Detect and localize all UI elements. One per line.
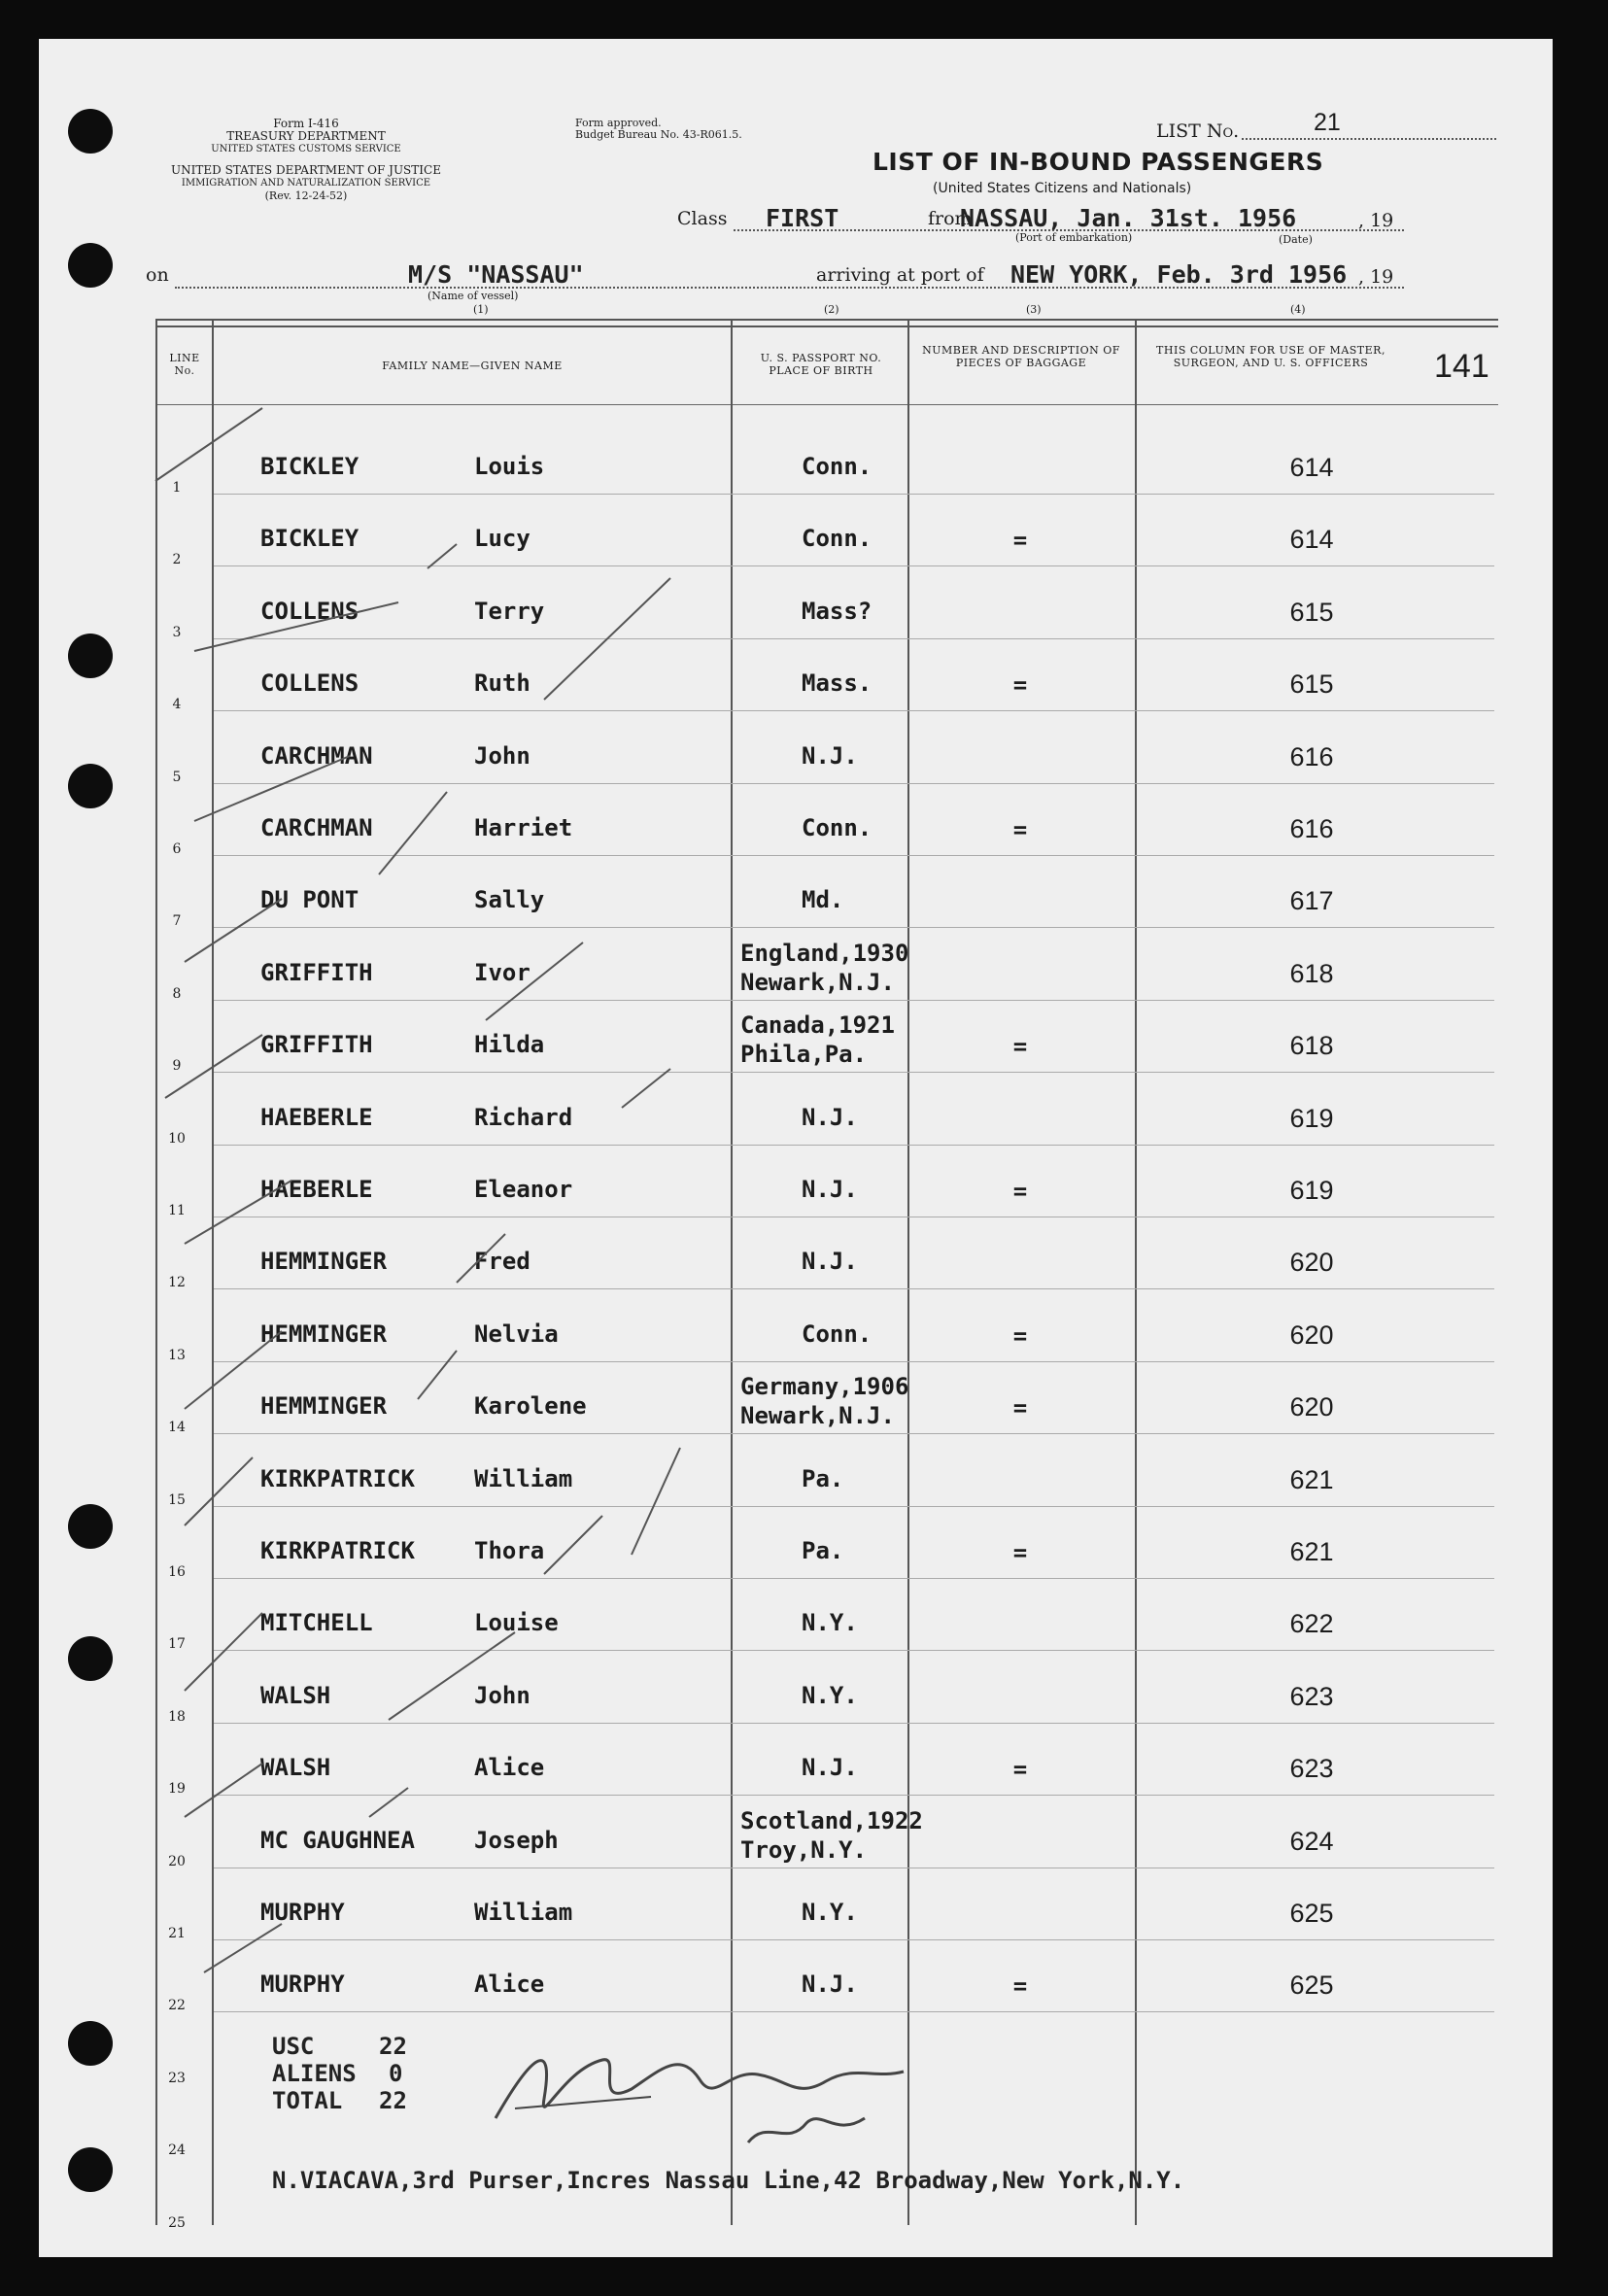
date-caption: (Date)	[1279, 233, 1313, 246]
line-number: 3	[172, 624, 182, 640]
family-name: MITCHELL	[260, 1609, 373, 1637]
port-caption: (Port of embarkation)	[1015, 231, 1133, 244]
line-number: 8	[172, 985, 182, 1002]
given-name: Fred	[474, 1248, 530, 1276]
place-of-birth: Md.	[802, 886, 844, 914]
customs-service: UNITED STATES CUSTOMS SERVICE	[211, 144, 401, 154]
col-head-passport: U. S. PASSPORT NO. PLACE OF BIRTH	[760, 352, 882, 377]
arrival-port-date: NEW YORK, Feb. 3rd 1956	[1010, 260, 1348, 289]
form-subtitle: (United States Citizens and Nationals)	[933, 181, 1192, 196]
list-number-value: 21	[1314, 109, 1341, 136]
revision-date: (Rev. 12-24-52)	[264, 189, 348, 202]
baggage-mark: =	[1012, 1394, 1028, 1422]
family-name: KIRKPATRICK	[260, 1464, 415, 1492]
given-name: Alice	[474, 1754, 545, 1782]
given-name: William	[474, 1899, 573, 1926]
usc-label: USC	[272, 2033, 315, 2060]
given-name: Harriet	[474, 814, 573, 841]
place-of-birth: N.J.	[802, 1176, 858, 1203]
form-number: Form I-416	[273, 117, 339, 130]
caption-3: (3)	[1026, 303, 1042, 316]
baggage-mark: =	[1012, 816, 1028, 843]
family-name: HEMMINGER	[260, 1319, 388, 1348]
ins-service: IMMIGRATION AND NATURALIZATION SERVICE	[181, 178, 431, 188]
place-of-birth: N.J.	[802, 1754, 858, 1782]
line-number: 20	[168, 1853, 186, 1869]
place-of-birth: England,1930	[740, 939, 909, 967]
place-of-birth: N.Y.	[802, 1681, 858, 1709]
officer-number: 619	[1289, 1103, 1334, 1133]
form-title: LIST OF IN-BOUND PASSENGERS	[872, 148, 1324, 176]
place-of-birth: Pa.	[802, 1537, 844, 1564]
officer-number: 614	[1289, 453, 1334, 482]
budget-bureau: Budget Bureau No. 43-R061.5.	[575, 128, 742, 141]
officer-number: 623	[1289, 1754, 1334, 1784]
family-name: KIRKPATRICK	[260, 1537, 415, 1564]
line-number: 18	[168, 1708, 186, 1725]
officer-number: 614	[1289, 525, 1334, 555]
class-label: Class	[677, 208, 728, 229]
officer-number: 616	[1289, 741, 1334, 771]
place-of-birth: N.Y.	[802, 1609, 858, 1637]
officer-number: 621	[1289, 1537, 1334, 1566]
line-number: 15	[168, 1491, 186, 1508]
given-name: Sally	[474, 886, 545, 914]
line-number: 22	[168, 1998, 186, 2014]
line-number: 19	[168, 1781, 186, 1798]
baggage-mark: =	[1012, 671, 1028, 700]
aliens-label: ALIENS	[272, 2060, 357, 2087]
given-name: Ivor	[474, 958, 530, 986]
given-name: Louis	[474, 453, 545, 480]
from-value: NASSAU, Jan. 31st. 1956	[960, 204, 1297, 232]
place-of-birth: N.J.	[802, 1103, 858, 1131]
officer-number: 624	[1289, 1826, 1334, 1856]
year-suffix: , 19	[1358, 210, 1394, 231]
caption-2: (2)	[824, 303, 839, 316]
total-label: TOTAL	[272, 2087, 343, 2114]
officer-number: 620	[1289, 1319, 1334, 1350]
family-name: COLLENS	[260, 597, 359, 625]
officer-number: 625	[1289, 1899, 1334, 1928]
place-of-birth-line2: Phila,Pa.	[740, 1041, 868, 1069]
family-name: HEMMINGER	[260, 1248, 388, 1276]
col-head-name: FAMILY NAME—GIVEN NAME	[382, 360, 563, 372]
treasury-dept: TREASURY DEPARTMENT	[226, 129, 386, 143]
caption-1: (1)	[473, 303, 489, 316]
place-of-birth: Canada,1921	[740, 1011, 895, 1040]
baggage-mark: =	[1012, 1972, 1028, 2001]
given-name: William	[474, 1464, 573, 1492]
baggage-mark: =	[1012, 1321, 1028, 1350]
family-name: GRIFFITH	[260, 958, 373, 986]
given-name: Nelvia	[474, 1319, 559, 1348]
baggage-mark: =	[1012, 1033, 1028, 1061]
officer-number: 621	[1289, 1464, 1334, 1494]
line-number: 24	[168, 2142, 186, 2159]
line-number: 25	[168, 2214, 186, 2231]
place-of-birth: Conn.	[802, 525, 872, 553]
given-name: Louise	[474, 1609, 559, 1637]
officer-number: 617	[1289, 886, 1334, 916]
vessel-name: M/S "NASSAU"	[408, 260, 584, 289]
line-number: 13	[168, 1347, 186, 1363]
family-name: MC GAUGHNEA	[260, 1826, 415, 1854]
baggage-mark: =	[1012, 1539, 1028, 1566]
line-number: 17	[168, 1636, 186, 1653]
family-name: WALSH	[260, 1681, 331, 1709]
baggage-mark: =	[1012, 1178, 1028, 1205]
officer-number: 620	[1289, 1392, 1334, 1422]
baggage-mark: =	[1012, 1756, 1028, 1784]
family-name: CARCHMAN	[260, 741, 373, 770]
family-name: WALSH	[260, 1754, 331, 1782]
line-number: 14	[168, 1420, 186, 1436]
list-number-label: LIST No.	[1156, 120, 1240, 142]
place-of-birth: N.J.	[802, 1970, 858, 1999]
given-name: Lucy	[474, 525, 530, 553]
place-of-birth: Conn.	[802, 453, 872, 480]
place-of-birth: N.Y.	[802, 1899, 858, 1926]
given-name: Richard	[474, 1103, 573, 1131]
officer-number: 620	[1289, 1248, 1334, 1278]
place-of-birth: N.J.	[802, 741, 858, 770]
baggage-mark: =	[1012, 527, 1028, 555]
line-number: 1	[172, 480, 182, 496]
place-of-birth: Conn.	[802, 814, 872, 841]
place-of-birth: Germany,1906	[740, 1373, 909, 1401]
col-head-line-no: LINE No.	[169, 352, 200, 377]
officer-number: 616	[1289, 814, 1334, 843]
aliens-value: 0	[389, 2060, 403, 2087]
line-number: 10	[168, 1130, 186, 1147]
family-name: GRIFFITH	[260, 1031, 373, 1059]
officer-number: 618	[1289, 1031, 1334, 1061]
class-value: FIRST	[766, 204, 839, 232]
page-number: 141	[1434, 348, 1489, 385]
given-name: Terry	[474, 597, 545, 625]
place-of-birth: Conn.	[802, 1319, 872, 1348]
line-number: 16	[168, 1564, 186, 1580]
line-number: 2	[172, 552, 182, 568]
place-of-birth: Mass.	[802, 669, 872, 698]
place-of-birth-line2: Newark,N.J.	[740, 1402, 895, 1430]
family-name: MURPHY	[260, 1970, 345, 1999]
justice-dept: UNITED STATES DEPARTMENT OF JUSTICE	[171, 163, 441, 177]
on-label: on	[146, 264, 169, 286]
family-name: MURPHY	[260, 1899, 345, 1926]
officer-number: 615	[1289, 669, 1334, 700]
place-of-birth: Pa.	[802, 1464, 844, 1492]
given-name: Hilda	[474, 1031, 545, 1059]
given-name: John	[474, 741, 530, 770]
line-number: 23	[168, 2070, 186, 2086]
caption-4: (4)	[1290, 303, 1306, 316]
family-name: BICKLEY	[260, 453, 359, 480]
line-number: 6	[172, 841, 182, 857]
line-number: 9	[172, 1058, 182, 1075]
place-of-birth: N.J.	[802, 1248, 858, 1276]
total-value: 22	[379, 2087, 407, 2114]
given-name: Joseph	[474, 1826, 559, 1854]
place-of-birth-line2: Newark,N.J.	[740, 968, 895, 996]
family-name: CARCHMAN	[260, 814, 373, 841]
form-approved: Form approved.	[575, 117, 662, 129]
family-name: HAEBERLE	[260, 1103, 373, 1131]
line-number: 5	[172, 769, 182, 785]
officer-number: 622	[1289, 1609, 1334, 1639]
given-name: Thora	[474, 1537, 545, 1564]
family-name: DU PONT	[260, 886, 359, 914]
line-number: 7	[172, 913, 182, 930]
family-name: COLLENS	[260, 669, 359, 698]
year-suffix-2: , 19	[1358, 266, 1394, 288]
officer-number: 618	[1289, 958, 1334, 988]
col-head-officers: THIS COLUMN FOR USE OF MASTER, SURGEON, AND U. S. OFFICERS	[1156, 344, 1386, 369]
place-of-birth-line2: Troy,N.Y.	[740, 1835, 868, 1864]
family-name: BICKLEY	[260, 525, 359, 553]
place-of-birth: Mass?	[802, 597, 872, 625]
officer-number: 625	[1289, 1970, 1334, 2001]
family-name: HAEBERLE	[260, 1176, 373, 1203]
given-name: Karolene	[474, 1392, 587, 1421]
line-number: 21	[168, 1926, 186, 1941]
given-name: Ruth	[474, 669, 530, 698]
line-number: 4	[172, 697, 182, 713]
family-name: HEMMINGER	[260, 1392, 388, 1421]
line-number: 11	[168, 1203, 186, 1218]
vessel-caption: (Name of vessel)	[428, 290, 519, 302]
given-name: John	[474, 1681, 530, 1709]
usc-value: 22	[379, 2033, 407, 2060]
col-head-baggage: NUMBER AND DESCRIPTION OF PIECES OF BAGGAGE	[922, 344, 1120, 369]
from-label: from	[928, 208, 973, 229]
officer-number: 619	[1289, 1176, 1334, 1205]
arriving-label: arriving at port of	[816, 264, 984, 286]
place-of-birth: Scotland,1922	[740, 1806, 923, 1834]
officer-number: 623	[1289, 1681, 1334, 1711]
given-name: Eleanor	[474, 1176, 573, 1203]
line-number: 12	[168, 1275, 186, 1291]
check-marks	[39, 39, 1553, 2257]
document-page	[39, 39, 1553, 2257]
given-name: Alice	[474, 1970, 545, 1999]
officer-number: 615	[1289, 597, 1334, 627]
purser-footer: N.VIACAVA,3rd Purser,Incres Nassau Line,42 Broadway,New York,N.Y.	[272, 2167, 1185, 2194]
